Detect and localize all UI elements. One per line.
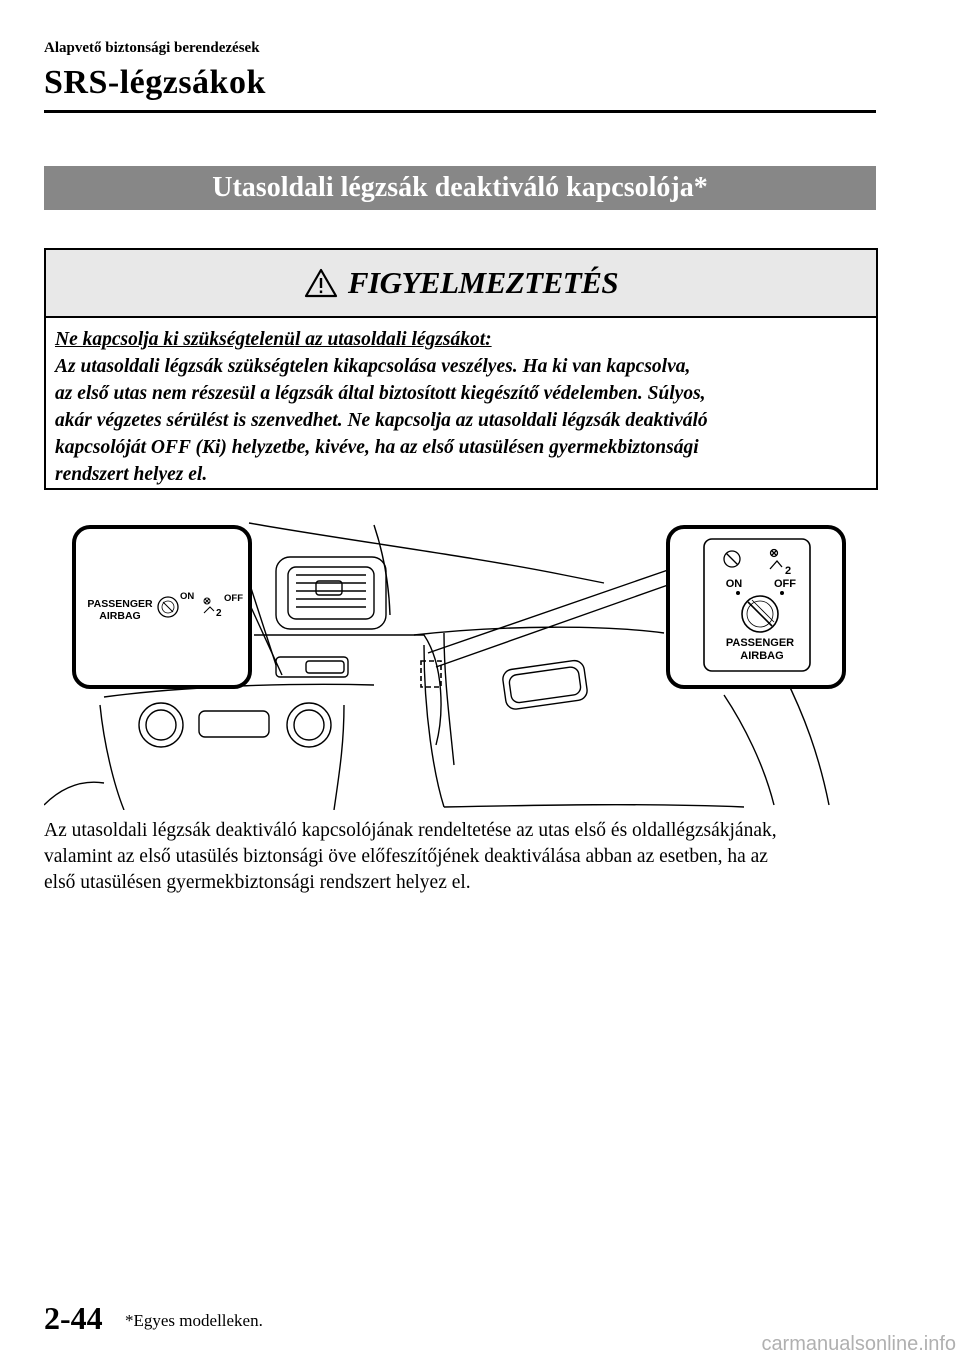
left-inset-seat-number: 2	[216, 608, 222, 619]
left-inset-off-label: OFF	[224, 593, 243, 604]
warning-title: FIGYELMEZTETÉS	[347, 265, 619, 300]
warning-text	[46, 318, 876, 488]
warning-box	[44, 248, 878, 490]
warning-line: az első utas nem részesül a légzsák által biztosított kiegészítő védelemben. Súlyos,	[55, 383, 706, 404]
title-divider	[44, 110, 876, 113]
footnote: *Egyes modelleken.	[125, 1311, 263, 1330]
body-line: valamint az első utasülés biztonsági öve előfeszítőjének deaktiválása abban az esetben, ha az	[44, 846, 768, 867]
page-number: 2-44	[44, 1300, 103, 1336]
left-inset-airbag-label: AIRBAG	[99, 610, 141, 622]
section-heading: Utasoldali légzsák deaktiváló kapcsolója*	[44, 166, 876, 210]
warning-lead: Ne kapcsolja ki szükségtelenül az utasoldali légzsákot:	[55, 329, 492, 350]
warning-header	[46, 250, 876, 318]
left-inset-on-label: ON	[180, 591, 195, 602]
warning-line: akár végzetes sérülést is szenvedhet. Ne kapcsolja az utasoldali légzsák deaktiváló	[55, 410, 708, 431]
right-inset-seat-number: 2	[785, 565, 792, 577]
body-paragraph	[44, 818, 884, 896]
watermark: carmanualsonline.info	[761, 1333, 956, 1355]
body-line: első utasülésen gyermekbiztonsági rendszert helyez el.	[44, 872, 471, 893]
left-inset-passenger-label: PASSENGER	[87, 598, 153, 610]
body-line: Az utasoldali légzsák deaktiváló kapcsolójának rendeltetése az utas első és oldallégzsákjának,	[44, 820, 777, 841]
warning-triangle-icon	[304, 268, 338, 298]
warning-line: kapcsolóját OFF (Ki) helyzetbe, kivéve, ha az első utasülésen gyermekbiztonsági	[55, 437, 699, 458]
page-title: SRS-légzsákok	[44, 64, 266, 101]
warning-line: rendszert helyez el.	[55, 464, 208, 485]
right-inset-passenger-label: PASSENGER	[725, 637, 795, 649]
right-inset-off-label: OFF	[774, 578, 796, 590]
breadcrumb: Alapvető biztonsági berendezések	[44, 40, 260, 56]
right-inset-on-label: ON	[725, 578, 743, 590]
warning-line: Az utasoldali légzsák szükségtelen kikapcsolása veszélyes. Ha ki van kapcsolva,	[55, 356, 691, 377]
right-inset-airbag-label: AIRBAG	[740, 650, 784, 662]
dashboard-illustration	[44, 515, 876, 810]
